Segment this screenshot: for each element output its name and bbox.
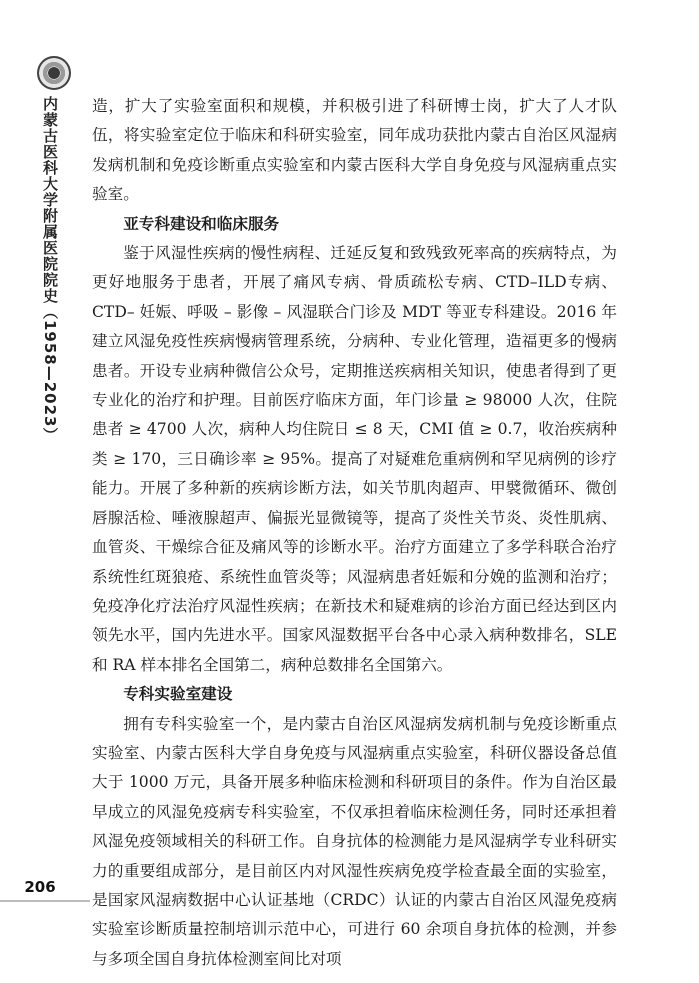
page-number-divider: [0, 900, 90, 902]
seal-center-mark: [48, 67, 60, 79]
paragraph-subspecialty: 鉴于风湿性疾病的慢性病程、迁延反复和致残致死率高的疾病特点，为更好地服务于患者，开展了痛风专病、骨质疏松专病、CTD–ILD专病、CTD– 妊娠、呼吸 – 影像 – 风湿联合门诊及 MDT 等亚专科建设。2016 年建立风湿免疫性疾病慢病管理系统，分病种、专业化管理，造福更多的慢病患者。开设专业病种微信公众号，定期推送疾病相关知识，使患者得到了更专业化的治疗和护理。目前医疗临床方面，年门诊量 ≥ 98000 人次，住院患者 ≥ 4700 人次，病种人均住院日 ≤ 8 天，CMI 值 ≥ 0.7，收治疾病种类 ≥ 170，三日确诊率 ≥ 95%。提高了对疑难危重病例和罕见病例的诊疗能力。开展了多种新的疾病诊断方法，如关节肌肉超声、甲襞微循环、微创唇腺活检、唾液腺超声、偏振光显微镜等，提高了炎性关节炎、炎性肌病、血管炎、干燥综合征及痛风等的诊断水平。治疗方面建立了多学科联合治疗系统性红斑狼疮、系统性血管炎等；风湿病患者妊娠和分娩的监测和治疗；免疫净化疗法治疗风湿性疾病；在新技术和疑难病的诊治方面已经达到区内领先水平，国内先进水平。国家风湿数据平台各中心录入病种数排名，SLE 和 RA 样本排名全国第二，病种总数排名全国第六。: [92, 244, 617, 674]
section-heading-laboratory: 专科实验室建设: [123, 685, 233, 704]
page-number: 206: [24, 878, 56, 896]
page-body: [92, 92, 617, 974]
continued-paragraph: 造，扩大了实验室面积和规模，并积极引进了科研博士岗，扩大了人才队伍，将实验室定位于临床和科研实验室，同年成功获批内蒙古自治区风湿病发病机制和免疫诊断重点实验室和内蒙古医科大学自身免疫与风湿病重点实验室。: [92, 97, 617, 204]
page-sidebar: [0, 0, 80, 983]
section-heading-subspecialty: 亚专科建设和临床服务: [123, 214, 280, 233]
university-seal-logo: [37, 56, 71, 90]
paragraph-laboratory: 拥有专科实验室一个，是内蒙古自治区风湿病发病机制与免疫诊断重点实验室、内蒙古医科大学自身免疫与风湿病重点实验室，科研仪器设备总值大于 1000 万元，具备开展多种临床检测和科研项目的条件。作为自治区最早成立的风湿免疫病专科实验室，不仅承担着临床检测任务，同时还承担着风湿免疫领域相关的科研工作。自身抗体的检测能力是风湿病学专业科研实力的重要组成部分，是目前区内对风湿性疾病免疫学检查最全面的实验室，是国家风湿病数据中心认证基地（CRDC）认证的内蒙古自治区风湿免疫病实验室诊断质量控制培训示范中心，可进行 60 余项自身抗体的检测，并参与多项全国自身抗体检测室间比对项: [92, 714, 617, 968]
running-book-title: 内蒙古医科大学附属医院院史（1958—2023）: [41, 96, 59, 444]
